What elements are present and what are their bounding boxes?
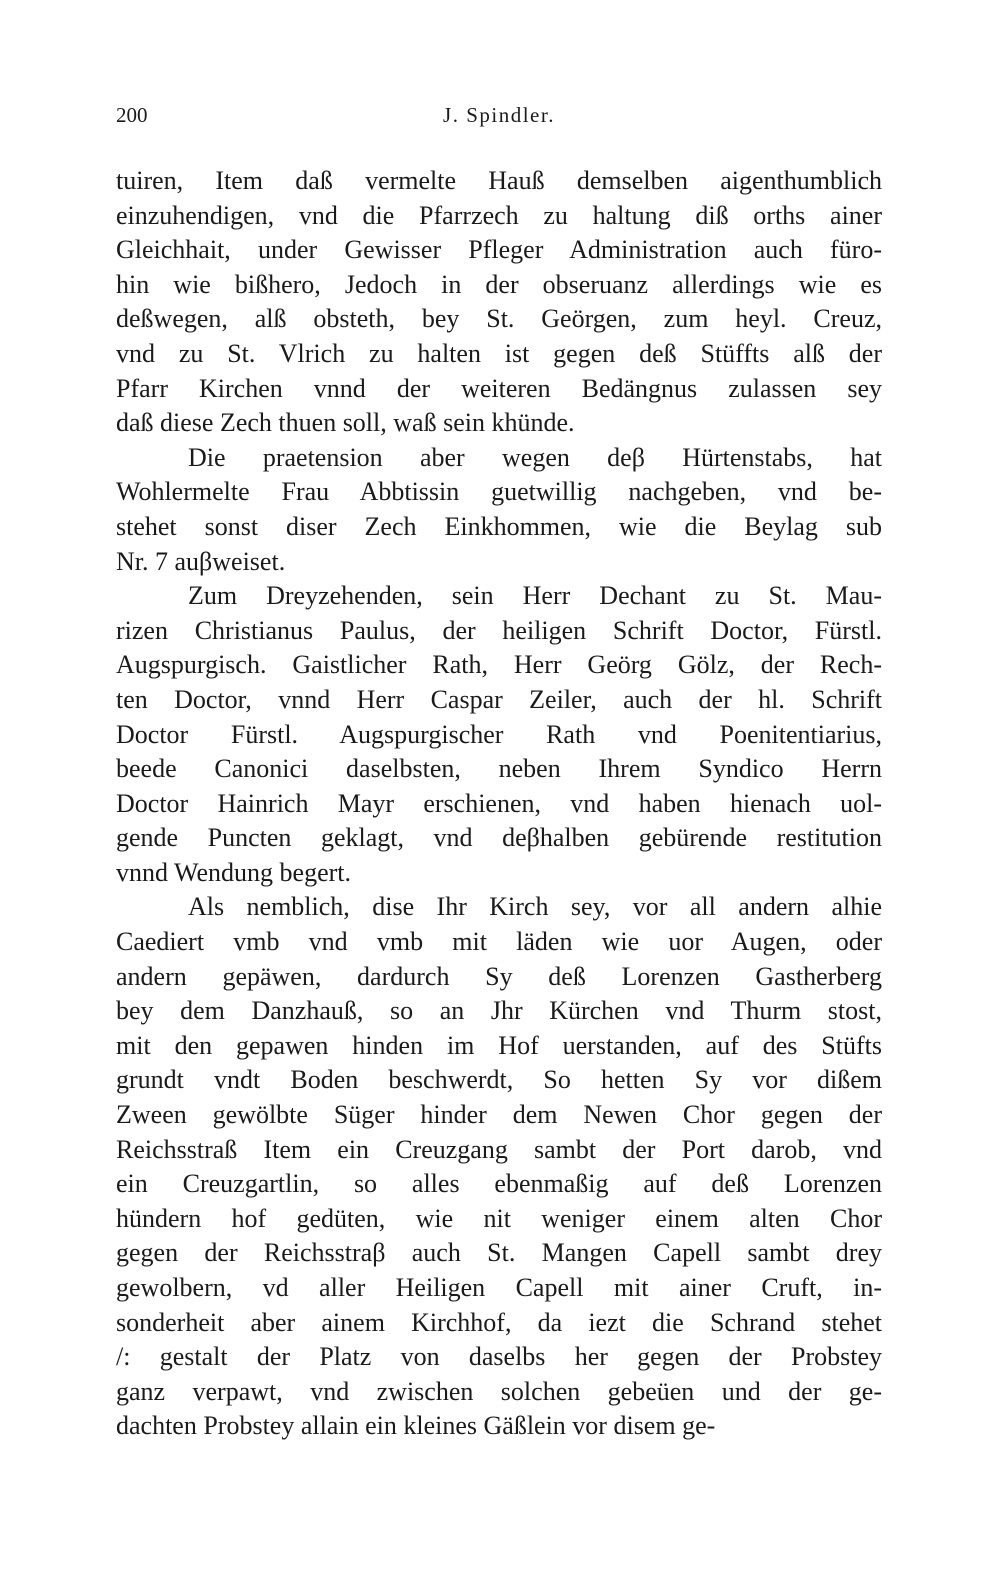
text-line: stehet sonst diser Zech Einkhommen, wie die Beylag sub <box>116 511 882 541</box>
text-line: ganz verpawt, vnd zwischen solchen gebeüen und der ge- <box>116 1376 882 1406</box>
text-line: hündern hof gedüten, wie nit weniger einem alten Chor <box>116 1203 882 1233</box>
paragraph <box>116 579 882 890</box>
text-line: daß diese Zech thuen soll, waß sein khünde. <box>116 408 575 438</box>
text-line: Als nemblich, dise Ihr Kirch sey, vor all andern alhie <box>188 892 882 922</box>
paragraph <box>116 890 882 1444</box>
text-line: Caediert vmb vnd vmb mit läden wie uor Augen, oder <box>116 927 882 957</box>
text-line: Zum Dreyzehenden, sein Herr Dechant zu St. Mau- <box>188 581 882 611</box>
text-line: hin wie bißhero, Jedoch in der obseruanz allerdings wie es <box>116 269 882 299</box>
text-line: Doctor Fürstl. Augspurgischer Rath vnd Poenitentiarius, <box>116 719 882 749</box>
text-line: ten Doctor, vnnd Herr Caspar Zeiler, auch der hl. Schrift <box>116 684 882 714</box>
text-line: vnnd Wendung begert. <box>116 857 351 887</box>
text-line: Nr. 7 auβweiset. <box>116 546 286 576</box>
text-line: Zween gewölbte Süger hinder dem Newen Chor gegen der <box>116 1100 882 1130</box>
text-line: gegen der Reichsstraβ auch St. Mangen Capell sambt drey <box>116 1238 882 1268</box>
text-line: Die praetension aber wegen deβ Hürtenstabs, hat <box>188 442 882 472</box>
text-line: rizen Christianus Paulus, der heiligen Schrift Doctor, Fürstl. <box>116 615 882 645</box>
text-line: Wohlermelte Frau Abbtissin guetwillig nachgeben, vnd be- <box>116 477 882 507</box>
page-number: 200 <box>116 103 148 127</box>
text-line: Doctor Hainrich Mayr erschienen, vnd haben hienach uol- <box>116 788 882 818</box>
text-line: ein Creuzgartlin, so alles ebenmaßig auf deß Lorenzen <box>116 1169 882 1199</box>
text-line: tuiren, Item daß vermelte Hauß demselben aigenthumblich <box>116 166 882 195</box>
text-line: dachten Probstey allain ein kleines Gäßlein vor disem ge- <box>116 1411 716 1441</box>
text-line: Gleichhait, under Gewisser Pfleger Administration auch füro- <box>116 235 882 265</box>
text-line: Augspurgisch. Gaistlicher Rath, Herr Geörg Gölz, der Rech- <box>116 650 882 680</box>
page-header <box>116 103 882 133</box>
text-line: deßwegen, alß obsteth, bey St. Geörgen, zum heyl. Creuz, <box>116 304 882 334</box>
running-head: J. Spindler. <box>443 103 555 127</box>
text-line: /: gestalt der Platz von daselbs her gegen der Probstey <box>116 1342 882 1372</box>
text-line: mit den gepawen hinden im Hof uerstanden, auf des Stüfts <box>116 1030 882 1060</box>
body-text <box>116 164 882 1444</box>
text-line: vnd zu St. Vlrich zu halten ist gegen deß Stüffts alß der <box>116 338 882 368</box>
text-line: andern gepäwen, dardurch Sy deß Lorenzen Gastherberg <box>116 961 882 991</box>
text-line: sonderheit aber ainem Kirchhof, da iezt die Schrand stehet <box>116 1307 882 1337</box>
text-line: grundt vndt Boden beschwerdt, So hetten Sy vor dißem <box>116 1065 882 1095</box>
text-line: beede Canonici daselbsten, neben Ihrem Syndico Herrn <box>116 754 882 784</box>
text-line: gewolbern, vd aller Heiligen Capell mit ainer Cruft, in- <box>116 1273 882 1302</box>
paragraph <box>116 164 882 441</box>
text-line: einzuhendigen, vnd die Pfarrzech zu haltung diß orths ainer <box>116 200 882 230</box>
text-line: gende Puncten geklagt, vnd deβhalben gebürende restitution <box>116 823 882 853</box>
text-line: Reichsstraß Item ein Creuzgang sambt der Port darob, vnd <box>116 1134 882 1164</box>
text-line: Pfarr Kirchen vnnd der weiteren Bedängnus zulassen sey <box>116 373 882 403</box>
text-line: bey dem Danzhauß, so an Jhr Kürchen vnd Thurm stost, <box>116 996 882 1026</box>
paragraph <box>116 441 882 579</box>
